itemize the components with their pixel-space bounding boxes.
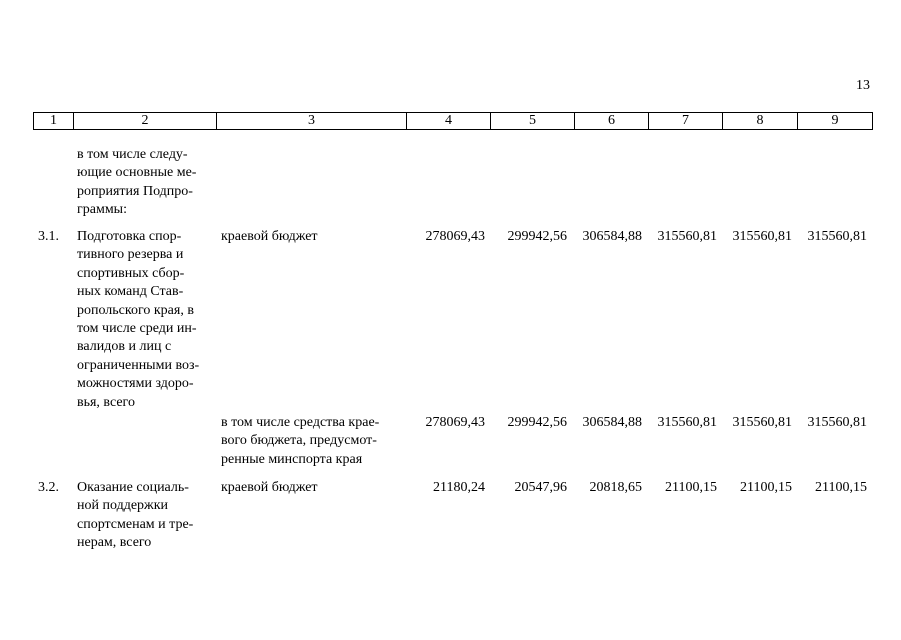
row-number: 3.1. (38, 229, 59, 244)
intro-line: граммы: (77, 202, 127, 218)
intro-line: ющие основные ме- (77, 165, 197, 181)
row-description (77, 479, 212, 553)
funding-source: краевой бюджет (221, 229, 318, 244)
value-cell: 21180,24 (433, 480, 485, 495)
value-cell: 20547,96 (514, 480, 567, 495)
source-line: ренные минспорта края (221, 451, 363, 467)
value-cell: 21100,15 (815, 480, 867, 495)
description-line: Подготовка спор- (77, 229, 182, 244)
value-cell: 315560,81 (732, 229, 792, 244)
value-cell: 299942,56 (507, 229, 567, 244)
funding-source: краевой бюджет (221, 480, 318, 495)
column-header-5: 5 (491, 113, 575, 130)
source-line: в том числе средства крае- (221, 415, 380, 430)
funding-source (221, 414, 401, 469)
value-cell: 278069,43 (425, 415, 485, 430)
description-line: Оказание социаль- (77, 480, 189, 495)
column-header-7: 7 (649, 113, 723, 130)
value-cell: 299942,56 (507, 415, 567, 430)
intro-line: в том числе следу- (77, 147, 188, 162)
value-cell: 315560,81 (657, 229, 717, 244)
page-number: 13 (856, 78, 870, 93)
row-description (77, 228, 212, 412)
value-cell: 278069,43 (425, 229, 485, 244)
description-line: том числе среди ин- (77, 321, 197, 337)
value-cell: 315560,81 (657, 415, 717, 430)
value-cell: 20818,65 (589, 480, 642, 495)
row-number: 3.2. (38, 480, 59, 495)
description-line: спортсменам и тре- (77, 516, 194, 532)
description-line: спортивных сбор- (77, 265, 185, 281)
source-line: вого бюджета, предусмот- (221, 433, 377, 449)
value-cell: 315560,81 (732, 415, 792, 430)
description-line: ной поддержки (77, 498, 168, 514)
column-header-9: 9 (798, 113, 873, 130)
value-cell: 21100,15 (665, 480, 717, 495)
value-cell: 315560,81 (807, 229, 867, 244)
column-header-3: 3 (217, 113, 407, 130)
description-line: вья, всего (77, 394, 135, 410)
description-line: ограниченными воз- (77, 357, 200, 373)
column-header-1: 1 (34, 113, 74, 130)
column-header-4: 4 (407, 113, 491, 130)
value-cell: 21100,15 (740, 480, 792, 495)
column-header-2: 2 (74, 113, 217, 130)
intro-line: роприятия Подпро- (77, 183, 193, 199)
column-header-row (33, 112, 873, 130)
description-line: валидов и лиц с (77, 339, 172, 355)
description-line: нерам, всего (77, 535, 152, 551)
description-line: ропольского края, в (77, 302, 194, 318)
column-header-8: 8 (723, 113, 798, 130)
description-line: можностями здоро- (77, 376, 194, 392)
intro-text (77, 146, 212, 220)
description-line: ных команд Став- (77, 284, 184, 300)
value-cell: 306584,88 (582, 415, 642, 430)
description-line: тивного резерва и (77, 247, 184, 263)
value-cell: 306584,88 (582, 229, 642, 244)
column-header-6: 6 (575, 113, 649, 130)
value-cell: 315560,81 (807, 415, 867, 430)
